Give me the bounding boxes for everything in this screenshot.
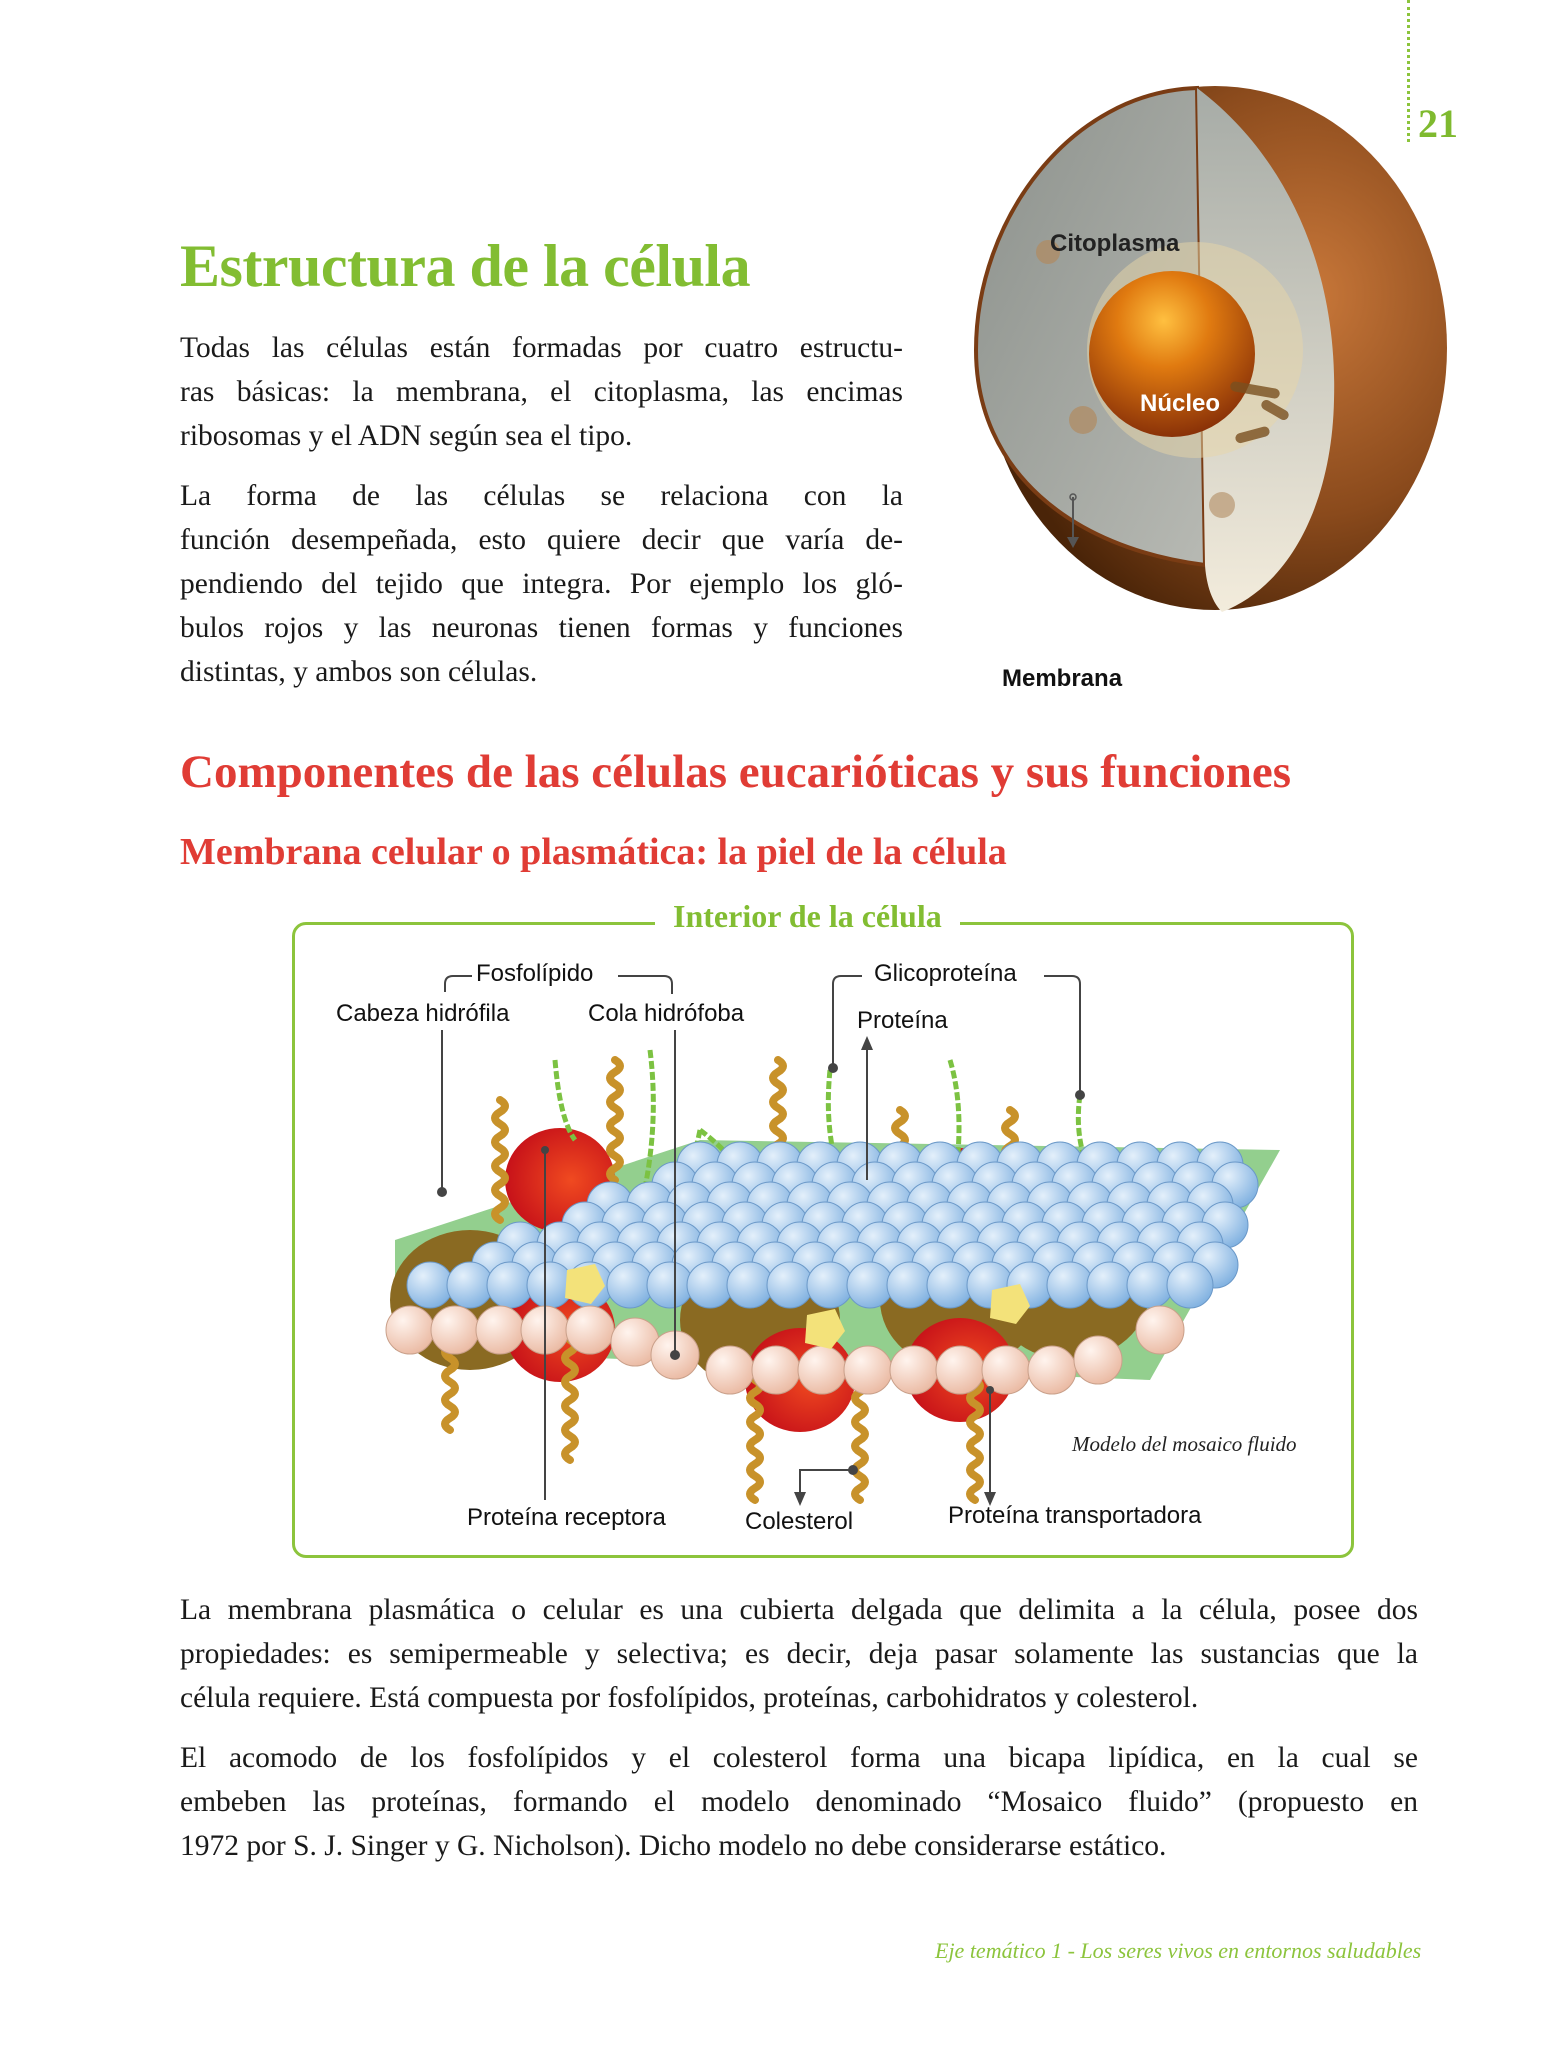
text-line: pendiendo del tejido que integra. Por ejemplo los gló- xyxy=(180,568,903,600)
phospholipid-head-bottom xyxy=(1028,1346,1076,1394)
cholesterol-tail-top xyxy=(495,1100,505,1220)
phospholipid-head-top xyxy=(607,1262,653,1308)
phospholipid-head-bottom xyxy=(798,1346,846,1394)
text-line: El acomodo de los fosfolípidos y el colesterol forma una bicapa lipídica, en la cual se xyxy=(180,1742,1418,1774)
phospholipid-head-top xyxy=(1167,1262,1213,1308)
phospholipid-head-bottom xyxy=(936,1346,984,1394)
text-line: Todas las células están formadas por cuatro estructu- xyxy=(180,332,903,364)
transport-protein-label: Proteína transportadora xyxy=(948,1502,1202,1529)
membrane-label: Membrana xyxy=(1002,665,1123,692)
section-title: Estructura de la célula xyxy=(180,233,751,299)
phospholipid-head-top xyxy=(1127,1262,1173,1308)
phospholipid-head-top xyxy=(407,1262,453,1308)
text-line: ras básicas: la membrana, el citoplasma, las encimas xyxy=(180,376,903,408)
phospholipid-head-top xyxy=(847,1262,893,1308)
section-heading: Componentes de las células eucarióticas y sus funciones xyxy=(180,746,1292,798)
phospholipid-head-top xyxy=(687,1262,733,1308)
phospholipid-head-bottom xyxy=(752,1346,800,1394)
text-line: función desempeñada, esto quiere decir que varía de- xyxy=(180,524,903,556)
phospholipid-head-top xyxy=(487,1262,533,1308)
text-line: embeben las proteínas, formando el modelo denominado “Mosaico fluido” (propuesto en xyxy=(180,1786,1418,1818)
hydrophilic-head-label: Cabeza hidrófila xyxy=(336,1000,510,1027)
text-line: distintas, y ambos son células. xyxy=(180,656,538,688)
phospholipid-head-bottom xyxy=(431,1306,479,1354)
cholesterol-label: Colesterol xyxy=(745,1508,854,1535)
phospholipid-head-bottom xyxy=(566,1306,614,1354)
phospholipid-head-bottom xyxy=(386,1306,434,1354)
phospholipid-label: Fosfolípido xyxy=(476,960,594,987)
figure-caption: Modelo del mosaico fluido xyxy=(1072,1432,1297,1456)
text-line: 1972 por S. J. Singer y G. Nicholson). Dicho modelo no debe considerarse estático. xyxy=(180,1830,1167,1862)
text-line: célula requiere. Está compuesta por fosfolípidos, proteínas, carbohidratos y colesterol. xyxy=(180,1682,1199,1714)
page-number: 21 xyxy=(1418,101,1458,146)
phospholipid-head-top xyxy=(727,1262,773,1308)
phospholipid-head-top xyxy=(807,1262,853,1308)
phospholipid-head-top xyxy=(647,1262,693,1308)
phospholipid-head-bottom xyxy=(1074,1336,1122,1384)
page-footer: Eje temático 1 - Los seres vivos en entornos saludables xyxy=(935,1938,1422,1963)
receptor-protein-label: Proteína receptora xyxy=(467,1504,666,1531)
phospholipid-head-bottom xyxy=(844,1346,892,1394)
phospholipid-head-bottom xyxy=(890,1346,938,1394)
phospholipid-head-bottom xyxy=(1136,1306,1184,1354)
phospholipid-head-top xyxy=(887,1262,933,1308)
figure-title: Interior de la célula xyxy=(655,898,960,935)
text-line: La membrana plasmática o celular es una cubierta delgada que delimita a la célula, posee dos xyxy=(180,1594,1418,1626)
text-line: La forma de las células se relaciona con la xyxy=(180,480,903,512)
phospholipid-head-top xyxy=(927,1262,973,1308)
phospholipid-head-top xyxy=(767,1262,813,1308)
protein-label: Proteína xyxy=(857,1007,948,1034)
phospholipid-head-top xyxy=(1047,1262,1093,1308)
phospholipid-head-top xyxy=(1087,1262,1133,1308)
cytoplasm-label: Citoplasma xyxy=(1050,230,1180,257)
cholesterol-tail-bottom xyxy=(855,1380,865,1500)
phospholipid-head-bottom xyxy=(476,1306,524,1354)
phospholipid-head-bottom xyxy=(706,1346,754,1394)
text-line: bulos rojos y las neuronas tienen formas y funciones xyxy=(180,612,903,644)
text-line: propiedades: es semipermeable y selectiva; es decir, deja pasar solamente las sustancias que la xyxy=(180,1638,1418,1670)
phospholipid-head-top xyxy=(447,1262,493,1308)
nucleus-label: Núcleo xyxy=(1140,390,1221,417)
hydrophobic-tail-label: Cola hidrófoba xyxy=(588,1000,745,1027)
text-line: ribosomas y el ADN según sea el tipo. xyxy=(180,420,633,452)
subsection-heading: Membrana celular o plasmática: la piel de la célula xyxy=(180,831,1007,873)
glycoprotein-label: Glicoproteína xyxy=(874,960,1017,987)
glycan-chain xyxy=(555,1060,575,1140)
